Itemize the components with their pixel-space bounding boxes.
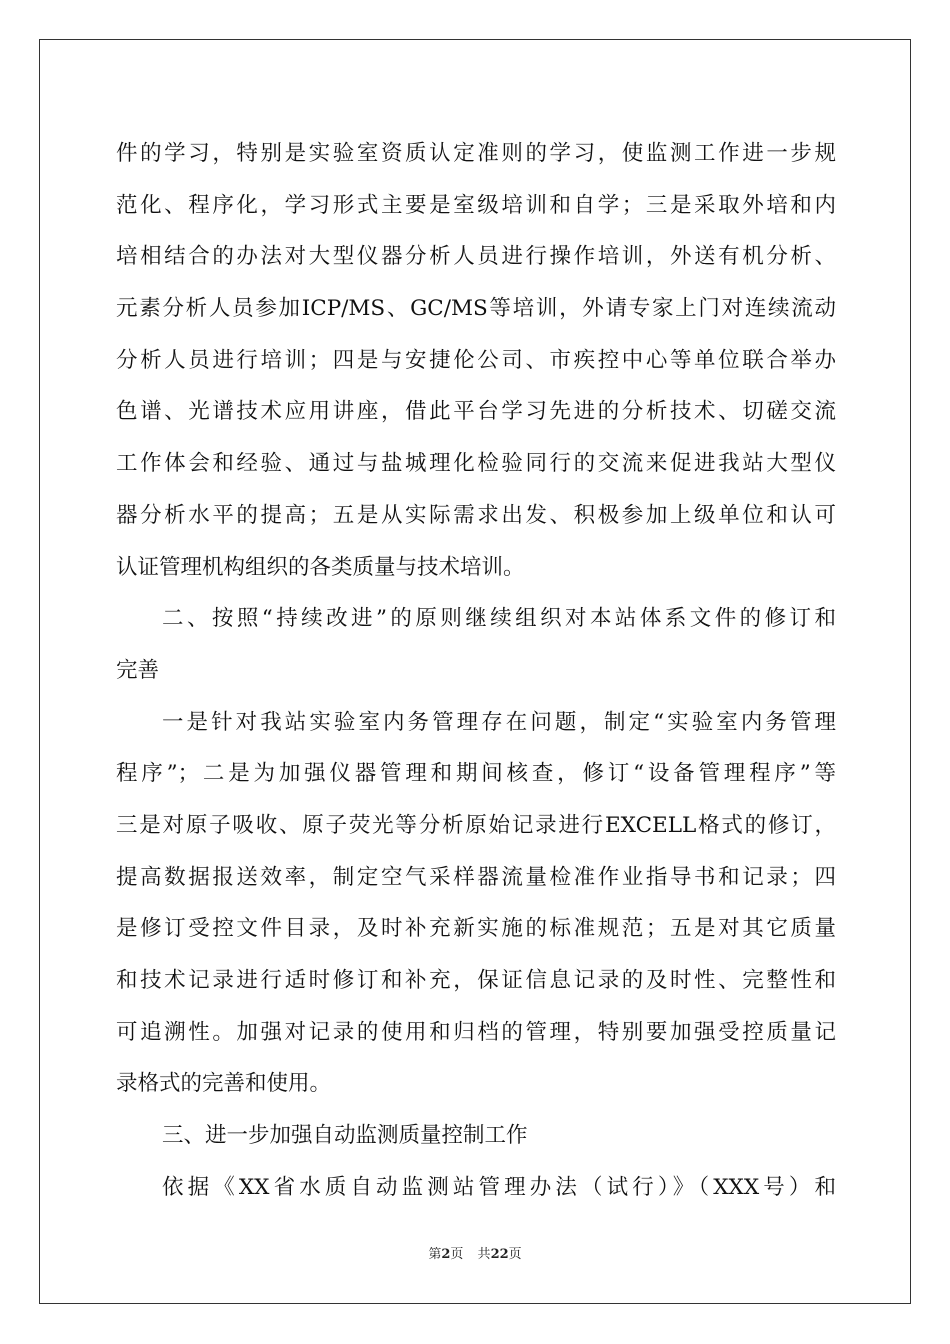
page-suffix: 页 (450, 1247, 464, 1262)
text-line: 程序”；二是为加强仪器管理和期间核查，修订“设备管理程序”等 (116, 761, 836, 787)
text-line: 色谱、光谱技术应用讲座，借此平台学习先进的分析技术、切磋交流 (116, 399, 836, 425)
text-line: 依据《XX省水质自动监测站管理办法（试行）》（XXX号）和 (162, 1174, 836, 1200)
text-line: 器分析水平的提高；五是从实际需求出发、积极参加上级单位和认可 (116, 502, 836, 528)
text-line: 和技术记录进行适时修订和补充，保证信息记录的及时性、完整性和 (116, 968, 836, 993)
text-line: 工作体会和经验、通过与盐城理化检验同行的交流来促进我站大型仪 (116, 451, 836, 477)
text-line: 是修订受控文件目录，及时补充新实施的标准规范；五是对其它质量 (116, 916, 836, 942)
total-prefix: 共 (477, 1247, 491, 1262)
document-body (116, 128, 836, 1213)
total-suffix: 页 (508, 1247, 522, 1262)
page-footer (0, 1243, 950, 1262)
total-pages: 22 (490, 1247, 509, 1262)
text-line: 可追溯性。加强对记录的使用和归档的管理，特别要加强受控质量记 (116, 1019, 836, 1045)
text-line: 一是针对我站实验室内务管理存在问题，制定“实验室内务管理 (162, 709, 836, 735)
section-heading: 三、进一步加强自动监测质量控制工作 (162, 1123, 528, 1149)
page-prefix: 第 (428, 1247, 442, 1262)
text-line: 培相结合的办法对大型仪器分析人员进行操作培训，外送有机分析、 (116, 244, 836, 270)
text-line: 录格式的完善和使用。 (116, 1071, 332, 1097)
page-number: 2 (441, 1247, 451, 1262)
text-line: 范化、程序化，学习形式主要是室级培训和自学；三是采取外培和内 (116, 192, 836, 218)
text-line: 元素分析人员参加ICP/MS、GC/MS等培训，外请专家上门对连续流动 (116, 296, 836, 322)
section-heading: 二、按照“持续改进”的原则继续组织对本站体系文件的修订和 (162, 606, 836, 632)
section-heading-continuation: 完善 (116, 657, 160, 683)
text-line: 三是对原子吸收、原子荧光等分析原始记录进行EXCELL格式的修订， (116, 812, 836, 838)
text-line: 件的学习，特别是实验室资质认定准则的学习，使监测工作进一步规 (116, 141, 836, 166)
text-line: 认证管理机构组织的各类质量与技术培训。 (116, 554, 525, 580)
text-line: 提高数据报送效率，制定空气采样器流量检准作业指导书和记录；四 (116, 864, 836, 890)
text-line: 分析人员进行培训；四是与安捷伦公司、市疾控中心等单位联合举办 (116, 347, 836, 373)
